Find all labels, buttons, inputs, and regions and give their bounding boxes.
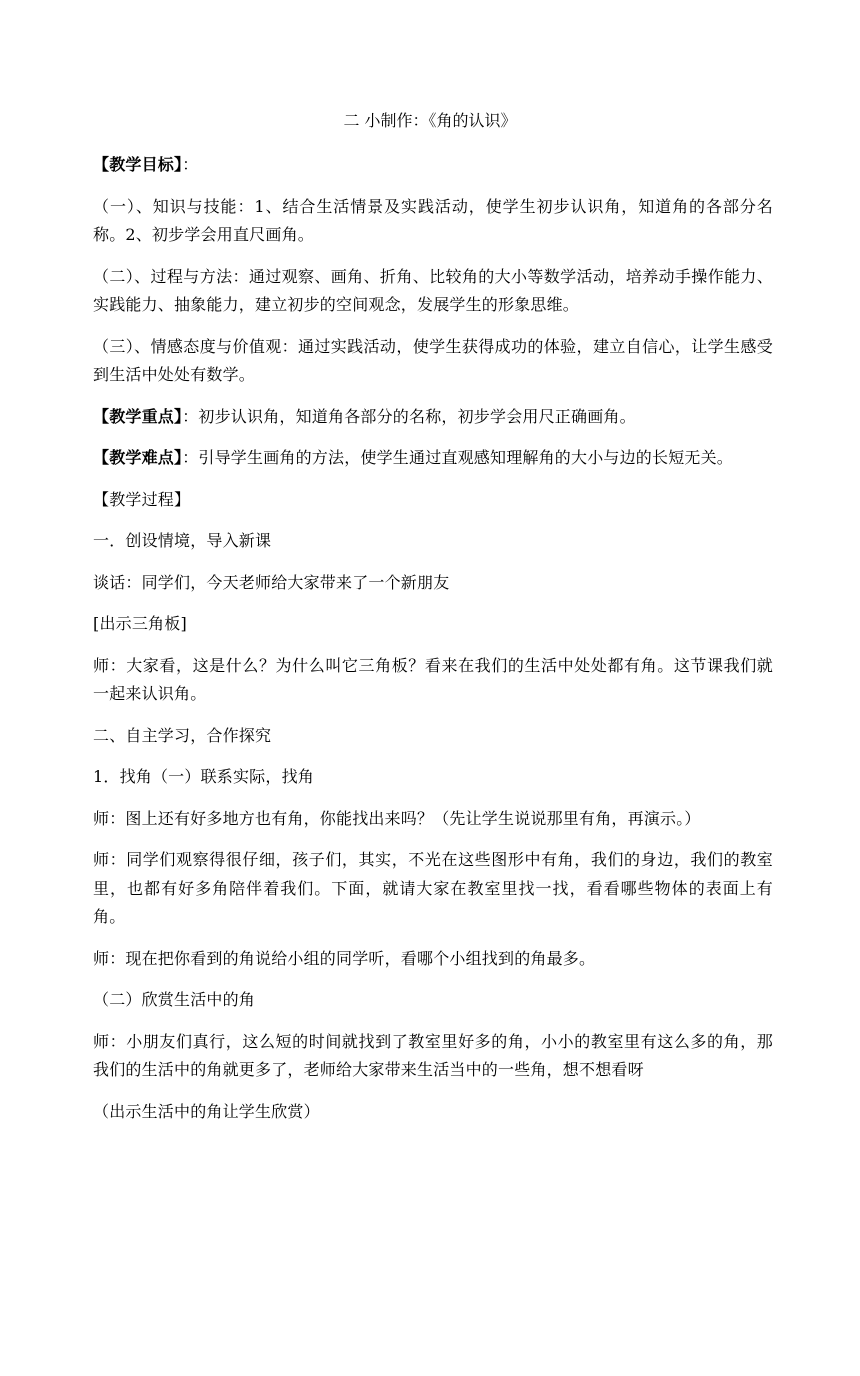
objectives-heading-open: 【教学目标 bbox=[93, 155, 175, 174]
subsection-2-heading: （二）欣赏生活中的角 bbox=[93, 990, 256, 1009]
goal-emotion: （三）、情感态度与价值观：通过实践活动，使学生获得成功的体验，建立自信心，让学生感受到生活中处处有数学。 bbox=[93, 336, 773, 384]
teacher-paragraph-5: 师：小朋友们真行，这么短的时间就找到了教室里好多的角，小小的教室里有这么多的角，那我们的生活中的角就更多了，老师给大家带来生活当中的一些角，想不想看呀 bbox=[93, 1031, 773, 1079]
goal-process: （二）、过程与方法：通过观察、画角、折角、比较角的大小等数学活动，培养动手操作能力、实践能力、抽象能力，建立初步的空间观念，发展学生的形象思维。 bbox=[93, 266, 773, 314]
teacher-paragraph-2: 师：图上还有好多地方也有角，你能找出来吗？（先让学生说说那里有角，再演示。） bbox=[93, 808, 701, 828]
difficulty-label: 【教学难点】 bbox=[93, 448, 183, 467]
teacher-paragraph-1: 师：大家看，这是什么？为什么叫它三角板？看来在我们的生活中处处都有角。这节课我们就一起来认识角。 bbox=[93, 655, 773, 703]
document-title: 二 小制作：《角的认识》 bbox=[343, 111, 517, 130]
objectives-heading bbox=[93, 151, 773, 180]
difficulty-text: ：引导学生画角的方法，使学生通过直观感知理解角的大小与边的长短无关。 bbox=[182, 448, 734, 467]
document-body bbox=[93, 151, 773, 1139]
key-points-label: 【教学重点】 bbox=[93, 406, 183, 426]
section-2-heading: 二、自主学习，合作探究 bbox=[93, 725, 272, 745]
teacher-paragraph-4: 师：现在把你看到的角说给小组的同学听，看哪个小组找到的角最多。 bbox=[93, 948, 596, 968]
teacher-paragraph-3: 师：同学们观察得很仔细，孩子们，其实，不光在这些图形中有角，我们的身边，我们的教室里，也都有好多角陪伴着我们。下面，就请大家在教室里找一找，看看哪些物体的表面上有角。 bbox=[93, 850, 773, 926]
goal-knowledge: （一）、知识与技能：1、结合生活情景及实践活动，使学生初步认识角，知道角的各部分名称。2、初步学会用直尺画角。 bbox=[93, 196, 773, 244]
process-heading: 【教学过程】 bbox=[93, 489, 191, 509]
objectives-heading-close: 】 bbox=[174, 155, 183, 174]
difficulty bbox=[93, 444, 773, 473]
talk-paragraph: 谈话：同学们，今天老师给大家带来了一个新朋友 bbox=[93, 572, 450, 592]
show-triangle-note: [出示三角板] bbox=[93, 614, 187, 633]
step-1-heading: 1．找角（一）联系实际，找角 bbox=[93, 767, 314, 786]
key-points-text: ：初步认识角，知道角各部分的名称，初步学会用尺正确画角。 bbox=[182, 406, 636, 426]
key-points bbox=[93, 403, 773, 432]
objectives-heading-colon: ： bbox=[182, 155, 199, 174]
section-1-heading: 一．创设情境，导入新课 bbox=[93, 531, 272, 550]
show-angles-note: （出示生活中的角让学生欣赏） bbox=[93, 1101, 320, 1121]
